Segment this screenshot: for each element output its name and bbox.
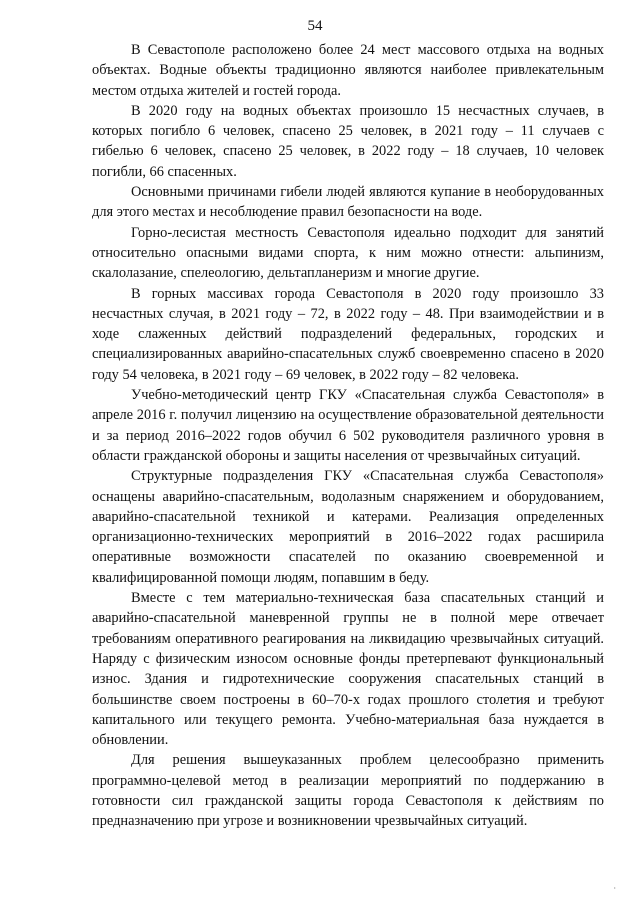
body-text <box>92 40 604 832</box>
paragraph-causes-of-death: Основными причинами гибели людей являются купание в необорудованных для этого местах и несоблюдение правил безопасности на воде. <box>92 184 604 221</box>
paragraph-program-method: Для решения вышеуказанных проблем целесообразно применить программно-целевой метод в реализации мероприятий по поддержанию в готовности сил гражданской защиты города Севастополя к действиям по предназначению при угрозе и возникновении чрезвычайных ситуаций. <box>92 752 604 830</box>
paragraph-mountain-accidents: В горных массивах города Севастополя в 2020 году произошло 33 несчастных случая, в 2021 году – 72, в 2022 году – 48. При взаимодействии и в ходе слаженных действий подразделений федеральных, городских и специализированных аварийно-спасательных служб своевременно спасено в 2020 году 54 человека, в 2021 году – 69 человек, в 2022 году – 82 человека. <box>92 285 604 383</box>
paragraph-water-accidents: В 2020 году на водных объектах произошло 15 несчастных случаев, в которых погибло 6 человек, спасено 25 человек, в 2021 году – 11 случаев с гибелью 6 человек, спасено 25 человек, в 2022 году – 18 случаев, 10 человек погибли, 66 спасенных. <box>92 102 604 180</box>
paragraph-equipment: Структурные подразделения ГКУ «Спасательная служба Севастополя» оснащены аварийно-спасательным, водолазным снаряжением и оборудованием, аварийно-спасательной техникой и катерами. Реализация определенных организационно-технических мероприятий в 2016–2022 годах расширила оперативные возможности спасателей по оказанию своевременной и квалифицированной помощи людям, попавшим в беду. <box>92 468 604 586</box>
paragraph-training-center: Учебно-методический центр ГКУ «Спасательная служба Севастополя» в апреле 2016 г. получил лицензию на осуществление образовательной деятельности и за период 2016–2022 годов обучил 6 502 руководителя различного уровня в области гражданской обороны и защиты населения от чрезвычайных ситуаций. <box>92 387 604 464</box>
page-number: 54 <box>307 18 323 34</box>
paragraph-water-recreation: В Севастополе расположено более 24 мест массового отдыха на водных объектах. Водные объекты традиционно являются наиболее привлекательным местом отдыха жителей и гостей города. <box>92 42 604 99</box>
paragraph-mountain-terrain: Горно-лесистая местность Севастополя идеально подходит для занятий относительно опасными видами спорта, к ним можно отнести: альпинизм, скалолазание, спелеологию, дельтапланеризм и многие другие. <box>92 224 604 282</box>
paragraph-material-base: Вместе с тем материально-техническая база спасательных станций и аварийно-спасательной маневренной группы не в полной мере отвечает требованиям оперативного реагирования на ликвидацию чрезвычайных ситуаций. Наряду с физическим износом основные фонды претерпевают функциональный износ. Здания и гидротехнические сооружения спасательных станций в большинстве своем построены в 60–70-х годах прошлого столетия и требуют капитального или текущего ремонта. Учебно-материальная база нуждается в обновлении. <box>92 590 604 749</box>
scan-mark: · <box>613 884 616 893</box>
